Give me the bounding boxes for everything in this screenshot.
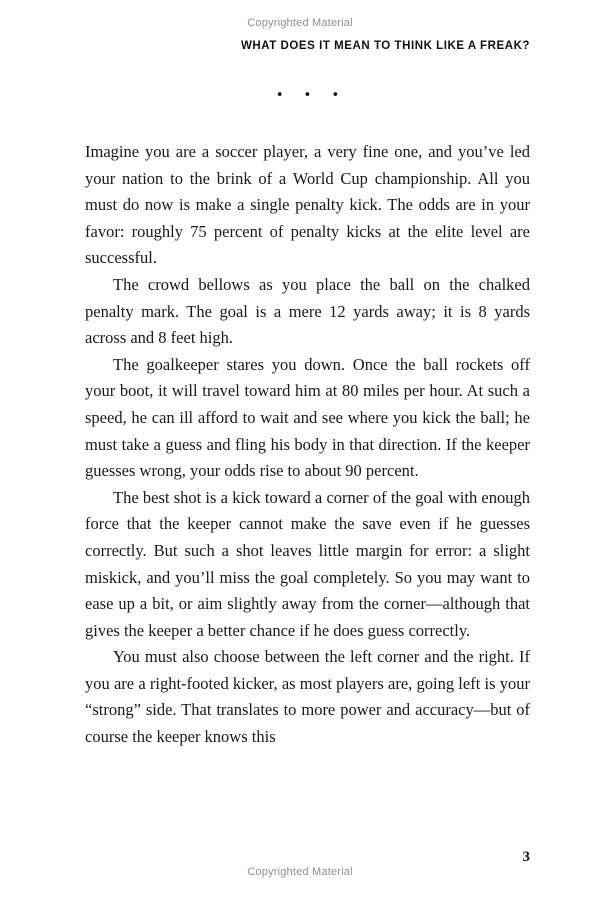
page-number: 3 xyxy=(522,849,530,865)
paragraph: The best shot is a kick toward a corner of the goal with enough force that the keeper cannot make the save even if he guesses correctly. But such a shot leaves little margin for error: a slight miskick, and you’ll miss the goal completely. So you may want to ease up a bit, or aim slightly away from the corner—although that gives the keeper a better chance if he does guess correctly. xyxy=(85,487,530,640)
copyright-notice-bottom: Copyrighted Material xyxy=(247,866,353,878)
paragraph: The goalkeeper stares you down. Once the ball rockets off your boot, it will travel toward him at 80 miles per hour. At such a speed, he can ill afford to wait and see where you kick the ball; he must take a guess and fling his body in that direction. If the keeper guesses wrong, your odds rise to about 90 percent. xyxy=(85,354,530,481)
paragraph: Imagine you are a soccer player, a very fine one, and you’ve led your nation to the brink of a World Cup championship. All you must do now is make a single penalty kick. The odds are in your favor: roughly 75 percent of penalty kicks at the elite level are successful. xyxy=(85,142,530,268)
chapter-running-head: WHAT DOES IT MEAN TO THINK LIKE A FREAK? xyxy=(240,40,530,52)
paragraph: The crowd bellows as you place the ball on the chalked penalty mark. The goal is a mere 12 yards away; it is 8 yards across and 8 feet high. xyxy=(85,274,530,348)
copyright-notice-top: Copyrighted Material xyxy=(247,17,353,29)
body-text-block xyxy=(85,139,530,751)
section-separator-dots: • • • xyxy=(275,88,340,103)
paragraph: You must also choose between the left corner and the right. If you are a right-footed kicker, as most players are, going left is your “strong” side. That translates to more power and accuracy—but of course the keeper knows this xyxy=(85,647,530,747)
